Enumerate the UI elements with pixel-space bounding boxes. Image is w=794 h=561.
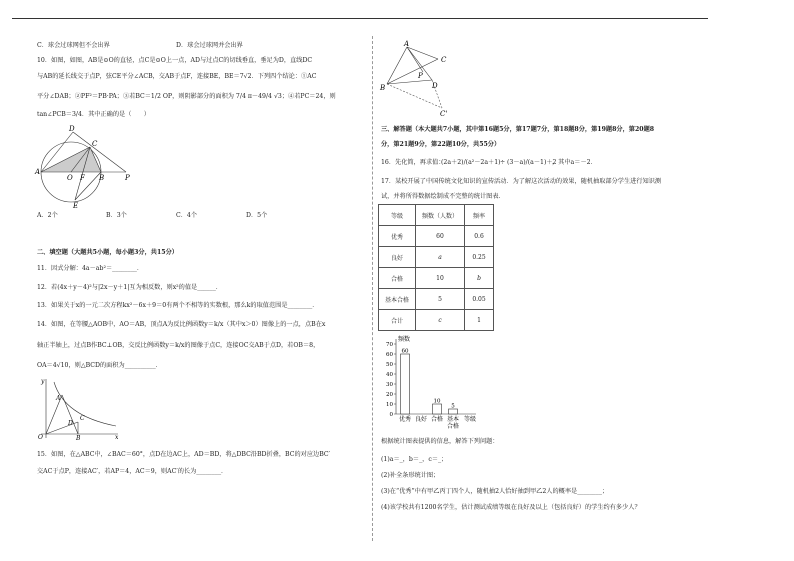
- y-tick-label: 20: [386, 392, 393, 398]
- table-cell: 良好: [379, 247, 416, 268]
- y-tick-label: 50: [386, 362, 393, 368]
- column-divider: [372, 36, 373, 541]
- table-cell: b: [465, 268, 494, 289]
- bar-data-label: 60: [401, 348, 409, 355]
- q17-part2: (2)补全条形统计图；: [381, 472, 440, 479]
- y-tick-label: 10: [386, 402, 393, 408]
- q10-line1: 10．如图，如图，AB是⊙O的直径，点C是⊙O上一点，AD与过点C的切线垂直，垂足为D，直线DC: [37, 57, 313, 64]
- q11: 11．因式分解：4a－ab²＝________．: [37, 265, 144, 272]
- table-cell: 1: [465, 310, 494, 331]
- table-cell: 5: [416, 289, 465, 310]
- table-row: [379, 268, 494, 289]
- x-tick-label: 优秀: [398, 416, 412, 423]
- fig14-label-o: O: [38, 434, 43, 441]
- fig10-label-c: C: [92, 140, 98, 148]
- fig14-label-b: B: [76, 435, 81, 442]
- fig10-label-d: D: [69, 125, 75, 133]
- fig14-label-x: x: [115, 434, 119, 441]
- q17-prompt: 根据统计图表提供的信息，解答下列问题：: [381, 438, 499, 445]
- fig10-label-b: B: [99, 174, 105, 182]
- q14-function-figure: [38, 376, 120, 440]
- fig15-label-c: C: [441, 56, 447, 64]
- q10-line4: tan∠PCB＝3/4．其中正确的是（ ）: [37, 111, 150, 118]
- q17-line2: 试，并将所得数据绘制成不完整的统计图表．: [381, 193, 505, 200]
- q10-option-d: D．5个: [246, 212, 268, 219]
- fig15-label-p: P: [418, 72, 423, 80]
- q17-part3: (3)在“优秀”中有甲乙丙丁四个人，随机抽2人恰好抽到甲乙2人的概率是________；: [381, 488, 609, 495]
- q9-option-d: D．球会过球网并会出界: [176, 42, 243, 49]
- y-tick-label: 0: [389, 412, 393, 418]
- q14-line3: OA＝4√10，则△BCD的面积为__________．: [37, 362, 162, 369]
- q16-fraction2: (3－a)/(a－1)＋2: [507, 159, 557, 166]
- table-cell: 60: [416, 226, 465, 247]
- table-row: [379, 247, 494, 268]
- fig15-label-d: D: [432, 82, 438, 90]
- q17-line1: 17．某校开展了中国传统文化知识的宣传活动．为了解这次活动的效果，随机抽取部分学生进行知识测: [381, 178, 662, 185]
- q12: 12．若(4x＋y－4)²与|2x－y＋1|互为相反数，则x²的值是______．: [37, 284, 222, 291]
- fig10-label-a: A: [35, 168, 41, 176]
- y-tick-label: 60: [386, 352, 393, 358]
- table-row: [379, 226, 494, 247]
- fig10-label-e: E: [73, 202, 79, 210]
- table-cell: 0.6: [465, 226, 494, 247]
- bar-data-label: 5: [451, 403, 455, 410]
- q16-prefix: 16．先化简，再求值：: [381, 159, 445, 166]
- q15-fold-figure: [380, 40, 452, 116]
- top-rule: [12, 18, 708, 19]
- fig10-label-p: P: [125, 174, 130, 182]
- fig14-label-y: y: [41, 378, 45, 385]
- q16-suffix: ，其中a＝－2．: [552, 159, 597, 166]
- fig10-label-o: O: [67, 174, 73, 182]
- table-cell: 合格: [379, 268, 416, 289]
- q10-option-a: A．2个: [37, 212, 58, 219]
- q17-part4: (4)该学校共有1200名学生，估计测试成绩等级在良好及以上（包括良好）的学生约有多少人？: [381, 504, 641, 511]
- q17-part1: (1)a＝_，b＝_，c＝_；: [381, 456, 448, 463]
- q10-option-c: C．4个: [176, 212, 198, 219]
- x-tick-label: 良好: [414, 416, 428, 423]
- q14-line2: 轴正半轴上，过点B作BC⊥OB，交反比例函数y＝k/x的图像于点C，连接OC交AB于点D，若OB＝8，: [37, 342, 320, 349]
- frequency-table: [378, 204, 494, 331]
- y-axis-label: 频数: [398, 336, 411, 343]
- x-tick-label: 基本: [446, 416, 460, 423]
- table-cell: 0.05: [465, 289, 494, 310]
- bar: [401, 354, 410, 414]
- q16-division: ÷: [500, 159, 506, 166]
- fig15-label-a: A: [404, 40, 410, 48]
- q10-line2: 与AB的延长线交于点P，弦CE平分∠ACB，交AB于点F，连接BE，BE＝7√2．下列四个结论：①AC: [37, 73, 317, 80]
- table-header: 等级: [379, 205, 416, 226]
- table-cell: 10: [416, 268, 465, 289]
- q15-line2: 交AC于点P，连接AC′，若AP＝4，AC＝9，则AC′的长为________．: [37, 468, 228, 475]
- table-cell: a: [416, 247, 465, 268]
- table-cell: 0.25: [465, 247, 494, 268]
- bar: [449, 409, 458, 414]
- bar-data-label: 10: [433, 398, 441, 405]
- q10-line3: 平分∠DAB；②PF²＝PB·PA；③若BC＝1/2 OP，则阴影部分的面积为 7/4 π－49/4 √3；④若PC＝24，则: [37, 93, 336, 100]
- fig14-label-a: A: [56, 395, 61, 402]
- q10-circle-figure: [35, 124, 135, 208]
- q16-fraction1: (2a＋2)/(a²－2a＋1): [441, 159, 501, 166]
- section2-title: 二、填空题（大题共5小题，每小题3分，共15分）: [37, 249, 178, 256]
- table-cell: 合计: [379, 310, 416, 331]
- table-header: 频数（人数）: [416, 205, 465, 226]
- x-axis-label: 等级: [463, 416, 477, 423]
- table-row: [379, 310, 494, 331]
- fig15-label-b: B: [380, 84, 386, 92]
- table-row: [379, 289, 494, 310]
- q9-option-c: C．球会过球网但不会出界: [37, 42, 110, 49]
- bar-chart: [378, 336, 498, 430]
- x-tick-label: 合格: [446, 423, 460, 430]
- y-tick-label: 30: [386, 382, 393, 388]
- fig10-label-f: F: [80, 174, 85, 182]
- table-cell: 优秀: [379, 226, 416, 247]
- x-tick-label: 合格: [430, 416, 444, 423]
- fig14-label-d: D: [68, 420, 73, 427]
- section3-title-line2: 分，第21题9分，第22题10分，共55分）: [381, 141, 501, 148]
- section3-title-line1: 三、解答题（本大题共7小题，其中第16题5分，第17题7分，第18题8分，第19题8分，第20题8: [381, 126, 655, 133]
- q15-line1: 15．如图，在△ABC中，∠BAC＝60°，点D在边AC上，AD＝BD，将△DBC沿BD折叠，BC的对应边BC′: [37, 451, 331, 458]
- y-tick-label: 70: [386, 342, 393, 348]
- bar: [433, 404, 442, 414]
- fig14-label-c: C: [80, 415, 85, 422]
- fig15-label-cprime: C': [440, 110, 448, 118]
- table-header: 频率: [465, 205, 494, 226]
- table-cell: c: [416, 310, 465, 331]
- q14-line1: 14．如图，在等腰△AOB中，AO＝AB，顶点A为反比例函数y＝k/x（其中x＞0）图像上的一点，点B在x: [37, 321, 326, 328]
- q10-option-b: B．3个: [106, 212, 127, 219]
- q13: 13．如果关于x的一元二次方程kx²－6x＋9＝0有两个不相等的实数根，那么k的取值范围是________．: [37, 302, 319, 309]
- table-cell: 基本合格: [379, 289, 416, 310]
- y-tick-label: 40: [386, 372, 393, 378]
